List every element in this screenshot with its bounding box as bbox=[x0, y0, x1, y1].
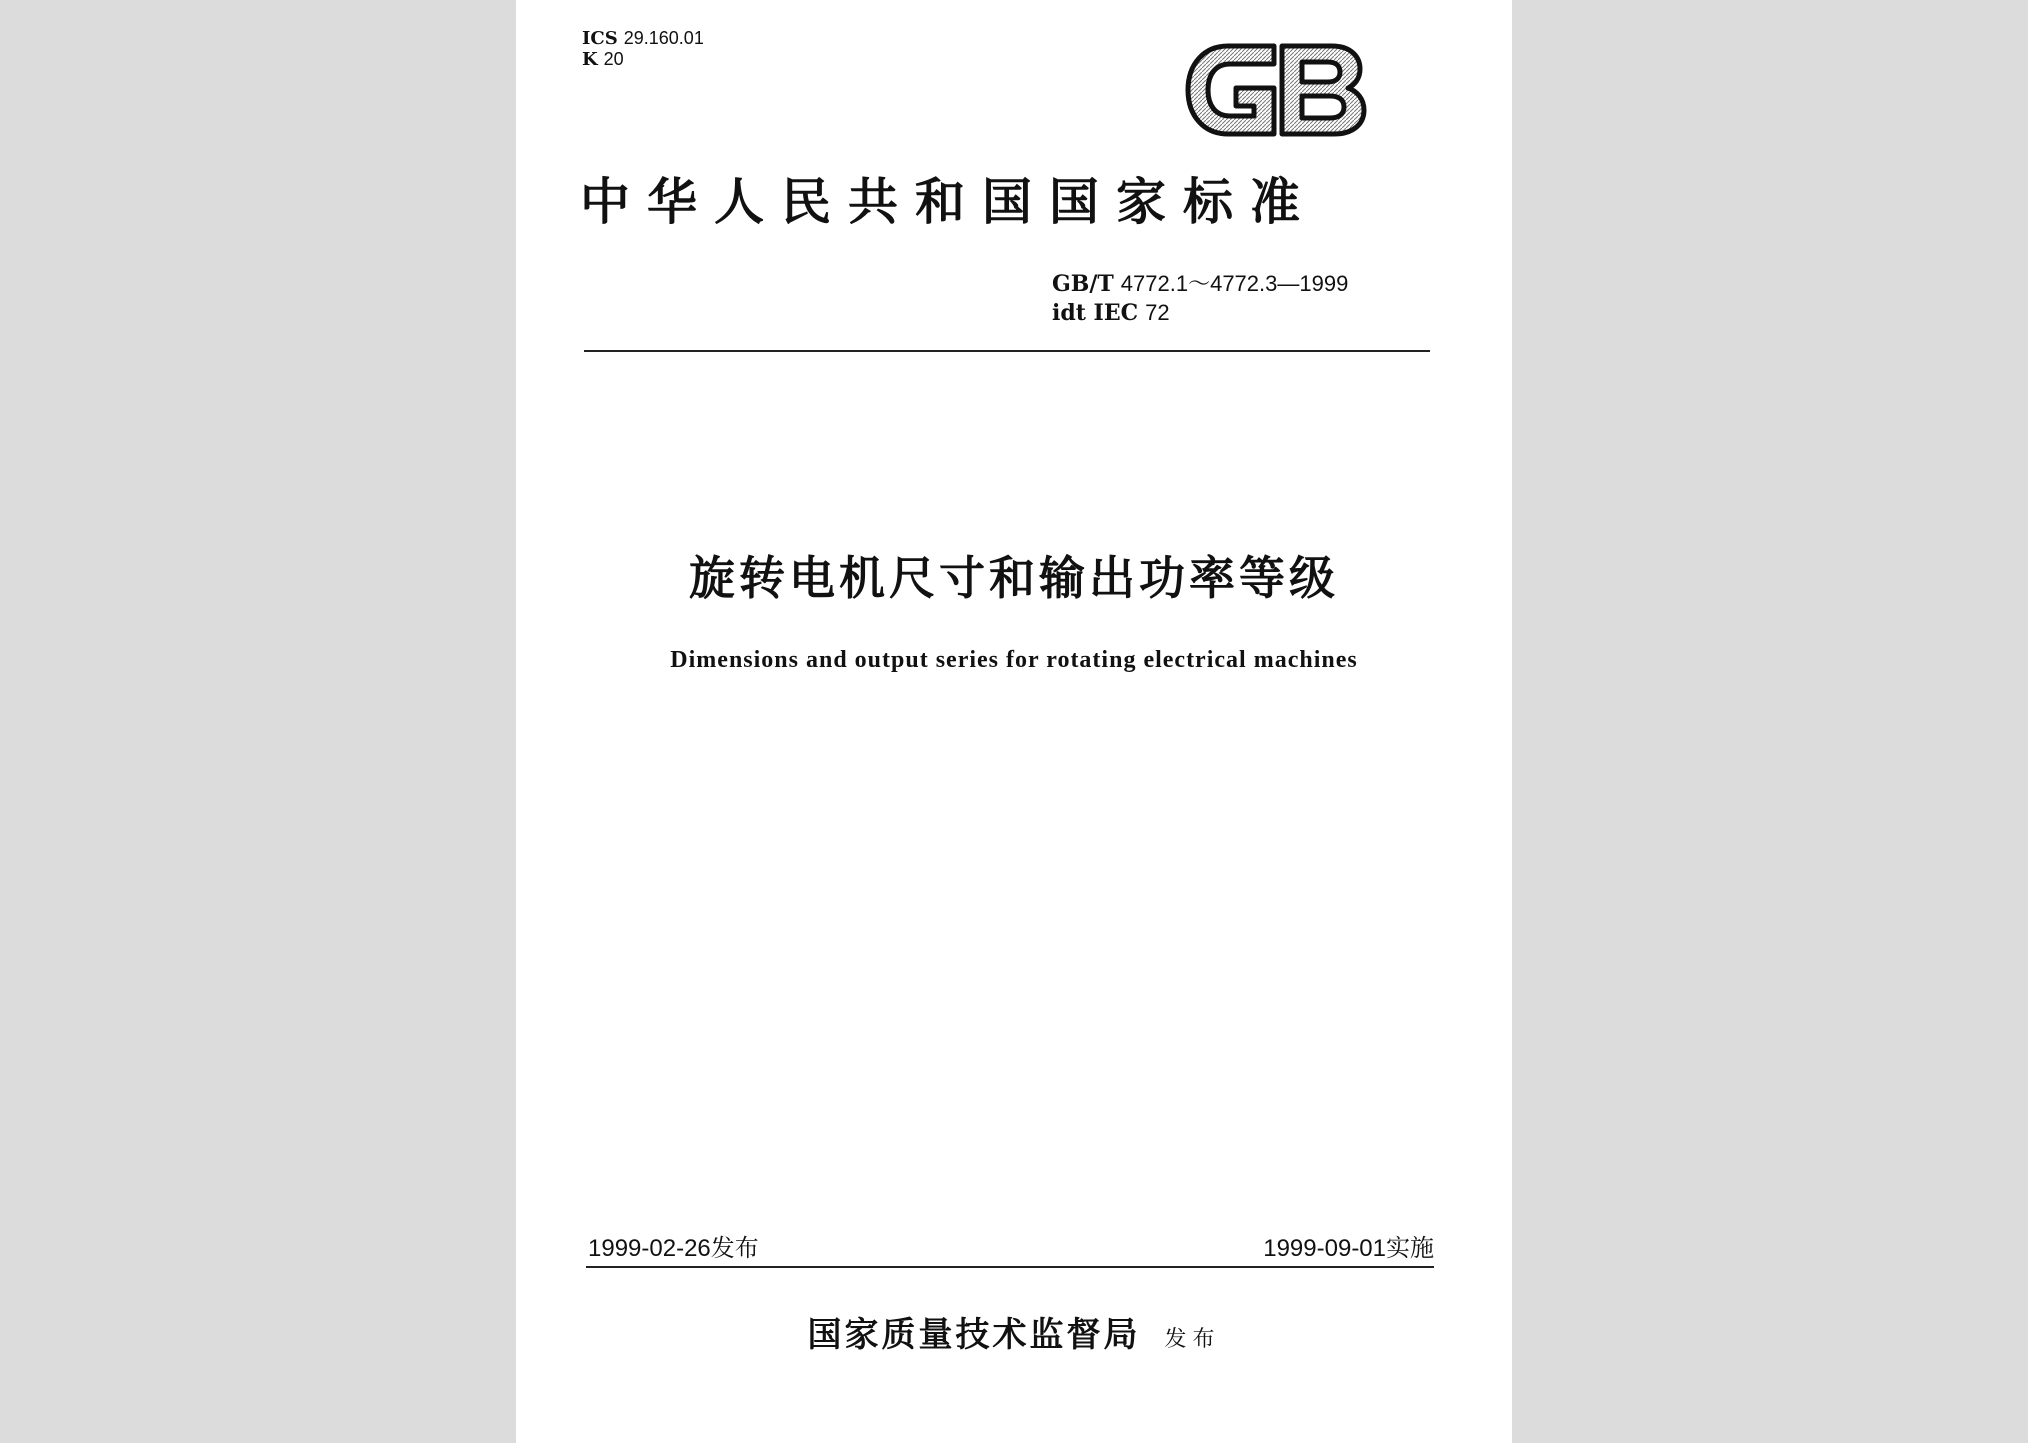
national-standard-title: 中华人民共和国国家标准 bbox=[580, 172, 1317, 231]
implement-label: 实施 bbox=[1386, 1235, 1434, 1262]
equivalence-label: idt IEC bbox=[1052, 300, 1139, 326]
ics-line bbox=[582, 28, 704, 49]
implement-date-line bbox=[1263, 1234, 1434, 1264]
implement-date: 1999-09-01 bbox=[1263, 1235, 1386, 1262]
gb-logo bbox=[1178, 36, 1370, 144]
issue-label: 发布 bbox=[710, 1235, 759, 1262]
class-value: 20 bbox=[603, 49, 624, 69]
standard-code-block bbox=[1052, 270, 1348, 328]
publisher-org: 国家质量技术监督局 bbox=[807, 1315, 1141, 1355]
equivalence-value: 72 bbox=[1145, 300, 1170, 325]
header-divider bbox=[584, 350, 1430, 352]
standard-code-label: GB/T bbox=[1052, 271, 1114, 297]
title-english: Dimensions and output series for rotating electrical machines bbox=[670, 647, 1358, 673]
title-chinese: 旋转电机尺寸和输出功率等级 bbox=[689, 551, 1339, 605]
class-label: K bbox=[582, 49, 598, 70]
issue-date: 1999-02-26 bbox=[588, 1235, 711, 1262]
publisher-action: 发布 bbox=[1164, 1327, 1221, 1352]
equivalence-line bbox=[1052, 299, 1348, 328]
classification-block bbox=[582, 28, 704, 70]
document-page bbox=[516, 0, 1512, 1443]
publisher-line bbox=[516, 1312, 1512, 1364]
footer-divider bbox=[586, 1266, 1434, 1268]
standard-number bbox=[1052, 270, 1348, 299]
standard-code-value: 4772.1～4772.3—1999 bbox=[1120, 271, 1349, 296]
ics-value: 29.160.01 bbox=[623, 28, 704, 48]
issue-date-line bbox=[588, 1234, 759, 1264]
class-line bbox=[582, 49, 704, 70]
ics-label: ICS bbox=[582, 28, 618, 49]
